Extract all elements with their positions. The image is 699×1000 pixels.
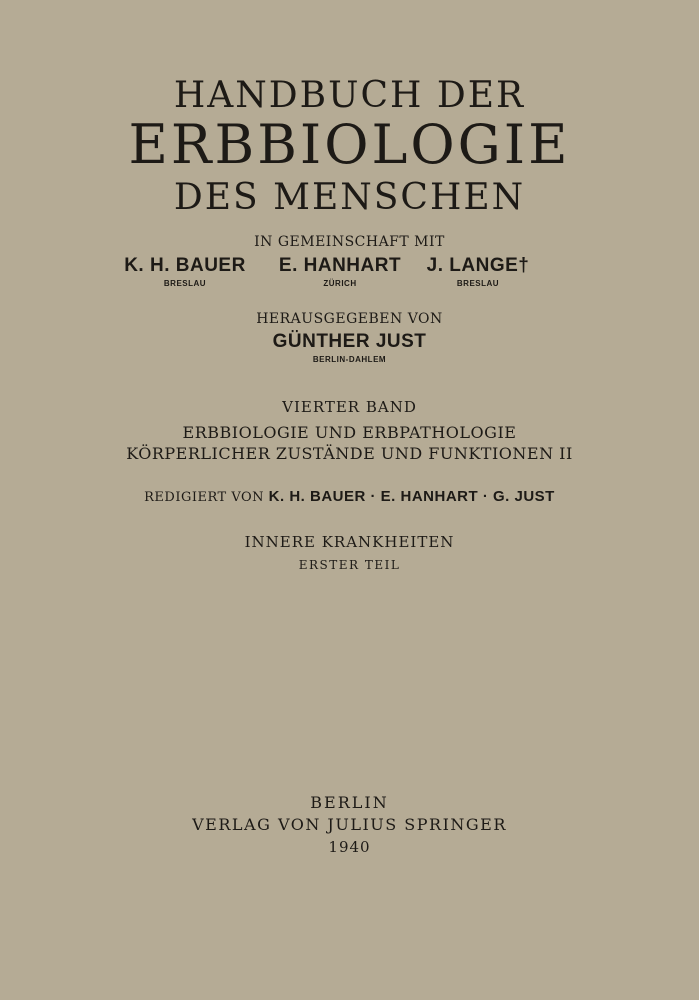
editor-name: J. LANGE†: [426, 255, 530, 276]
volume-number: VIERTER BAND: [282, 398, 417, 416]
volume-subtitle-1: ERBBIOLOGIE UND ERBPATHOLOGIE: [182, 423, 517, 442]
publisher-editor-intro: HERAUSGEGEBEN VON: [256, 311, 443, 327]
volume-subtitle-2: KÖRPERLICHER ZUSTÄNDE UND FUNKTIONEN II: [126, 444, 573, 463]
editor-hanhart: [270, 256, 410, 288]
redigiert-names: K. H. BAUER · E. HANHART · G. JUST: [268, 488, 555, 505]
editor-place: BRESLAU: [163, 279, 207, 288]
collaboration-intro: IN GEMEINSCHAFT MIT: [254, 234, 445, 250]
editor-bauer: [110, 256, 260, 288]
redigiert-prefix: REDIGIERT VON: [144, 490, 269, 505]
publisher-editor-place: BERLIN-DAHLEM: [312, 355, 387, 364]
editor-place: ZÜRICH: [323, 279, 357, 288]
title-line-1: HANDBUCH DER: [173, 75, 526, 116]
editor-lange: [418, 256, 538, 288]
editor-place: BRESLAU: [456, 279, 500, 288]
imprint-year: 1940: [328, 838, 371, 856]
title-line-3: DES MENSCHEN: [173, 177, 526, 218]
imprint-city: BERLIN: [310, 793, 389, 812]
editor-name: E. HANHART: [278, 255, 402, 276]
editor-name: K. H. BAUER: [124, 255, 246, 276]
title-line-2: ERBBIOLOGIE: [128, 113, 571, 176]
imprint-publisher: VERLAG VON JULIUS SPRINGER: [192, 815, 507, 834]
section-part: ERSTER TEIL: [298, 558, 401, 572]
editor-list: [0, 256, 699, 296]
redigiert-line: [0, 489, 699, 504]
section-title: INNERE KRANKHEITEN: [244, 533, 455, 551]
publisher-editor-name: GÜNTHER JUST: [272, 331, 427, 352]
